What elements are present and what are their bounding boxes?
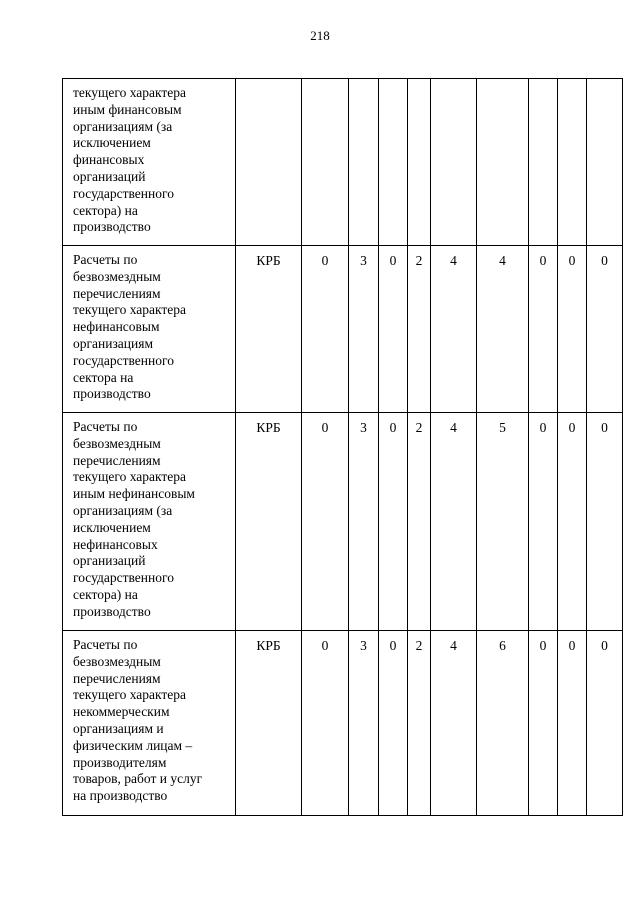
- budget-code: КРБ: [236, 631, 302, 816]
- description-line: организациям и: [73, 720, 164, 736]
- table: [62, 78, 623, 816]
- code-digit: 6: [477, 631, 529, 816]
- description-line: нефинансовым: [73, 319, 160, 335]
- code-digit: 4: [431, 413, 477, 631]
- description-line: сектора) на: [73, 202, 138, 218]
- code-digit: 0: [587, 246, 623, 413]
- code-digit: 0: [302, 631, 349, 816]
- description-line: производство: [73, 386, 151, 402]
- description-line: организациям (за: [73, 118, 173, 134]
- code-digit: 3: [349, 631, 379, 816]
- description-line: Расчеты по: [73, 252, 138, 267]
- description-line: на производство: [73, 788, 168, 804]
- code-digit: 4: [477, 246, 529, 413]
- table-row: [63, 413, 623, 631]
- description-line: организаций: [73, 553, 146, 569]
- description-line: нефинансовых: [73, 536, 158, 552]
- code-digit: 3: [349, 413, 379, 631]
- description-line: текущего характера: [73, 302, 187, 318]
- description-line: исключением: [73, 519, 151, 535]
- code-digit: [558, 79, 587, 246]
- code-digit: 0: [558, 413, 587, 631]
- code-digit: 0: [379, 631, 408, 816]
- description-line: производителям: [73, 754, 167, 770]
- code-digit: 0: [529, 631, 558, 816]
- description-line: физическим лицам –: [73, 737, 193, 753]
- table-row: [63, 631, 623, 816]
- description-line: производство: [73, 603, 151, 619]
- code-digit: 0: [302, 246, 349, 413]
- description-line: иным нефинансовым: [73, 486, 195, 502]
- description-line: некоммерческим: [73, 704, 170, 720]
- description-line: безвозмездным: [73, 653, 161, 669]
- description-line: сектора) на: [73, 586, 138, 602]
- description-line: Расчеты по: [73, 419, 138, 434]
- code-digit: 2: [408, 246, 431, 413]
- code-digit: [302, 79, 349, 246]
- code-digit: 4: [431, 246, 477, 413]
- description-line: перечислениям: [73, 452, 161, 468]
- description-line: организациям: [73, 335, 154, 351]
- table-row: [63, 79, 623, 246]
- code-digit: 3: [349, 246, 379, 413]
- code-digit: 2: [408, 631, 431, 816]
- description-line: организаций: [73, 168, 146, 184]
- code-digit: [379, 79, 408, 246]
- row-description: [63, 246, 236, 413]
- description-line: сектора на: [73, 369, 134, 385]
- description-line: Расчеты по: [73, 637, 138, 652]
- row-description: [63, 631, 236, 816]
- budget-code-table: [62, 78, 623, 816]
- table-row: [63, 246, 623, 413]
- row-description: [63, 79, 236, 246]
- description-line: производство: [73, 219, 151, 235]
- page-number: 218: [310, 28, 330, 43]
- description-line: финансовых: [73, 152, 145, 168]
- code-digit: 0: [529, 413, 558, 631]
- code-digit: [431, 79, 477, 246]
- code-digit: 5: [477, 413, 529, 631]
- description-line: организациям (за: [73, 502, 173, 518]
- description-line: перечислениям: [73, 285, 161, 301]
- description-line: перечислениям: [73, 670, 161, 686]
- code-digit: 4: [431, 631, 477, 816]
- code-digit: 0: [587, 413, 623, 631]
- description-line: текущего характера: [73, 687, 187, 703]
- description-line: безвозмездным: [73, 268, 161, 284]
- description-line: государственного: [73, 352, 174, 368]
- code-digit: [349, 79, 379, 246]
- code-digit: 2: [408, 413, 431, 631]
- code-digit: 0: [587, 631, 623, 816]
- budget-code: КРБ: [236, 246, 302, 413]
- code-digit: 0: [379, 246, 408, 413]
- description-line: исключением: [73, 135, 151, 151]
- code-digit: 0: [379, 413, 408, 631]
- description-line: текущего характера: [73, 469, 187, 485]
- budget-code: [236, 79, 302, 246]
- description-line: государственного: [73, 570, 174, 586]
- description-line: безвозмездным: [73, 435, 161, 451]
- code-digit: [408, 79, 431, 246]
- code-digit: [529, 79, 558, 246]
- budget-code: КРБ: [236, 413, 302, 631]
- description-line: товаров, работ и услуг: [73, 771, 203, 787]
- description-line: государственного: [73, 185, 174, 201]
- row-description: [63, 413, 236, 631]
- code-digit: 0: [558, 631, 587, 816]
- code-digit: [587, 79, 623, 246]
- description-line: текущего характера: [73, 85, 187, 100]
- code-digit: 0: [302, 413, 349, 631]
- code-digit: 0: [529, 246, 558, 413]
- code-digit: [477, 79, 529, 246]
- description-line: иным финансовым: [73, 101, 182, 117]
- code-digit: 0: [558, 246, 587, 413]
